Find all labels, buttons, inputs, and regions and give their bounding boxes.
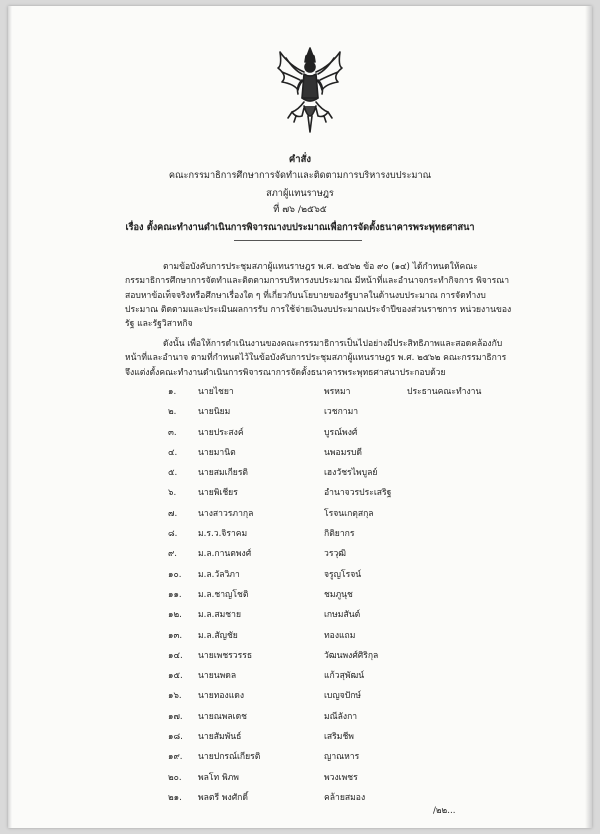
member-number: ๑๖. bbox=[168, 691, 182, 702]
member-first-name: พลโท พิภพ bbox=[198, 772, 239, 783]
member-number: ๘. bbox=[168, 529, 178, 540]
member-last-name: ชมภูนุช bbox=[324, 589, 353, 600]
member-first-name: ม.ร.ว.จิราคม bbox=[198, 529, 248, 540]
member-last-name: จรูญโรจน์ bbox=[324, 569, 362, 580]
member-number: ๑๙. bbox=[168, 752, 183, 763]
member-row bbox=[168, 445, 548, 465]
member-row bbox=[168, 506, 548, 526]
member-first-name: นายมานิต bbox=[198, 447, 236, 458]
member-row bbox=[168, 485, 548, 505]
member-first-name: พลตรี พงศักดิ์ bbox=[198, 792, 248, 803]
member-row bbox=[168, 465, 548, 485]
member-last-name: โรจนเกตุสกุล bbox=[324, 508, 374, 519]
member-row bbox=[168, 709, 548, 729]
member-last-name: เบญจปักษ์ bbox=[324, 691, 362, 702]
member-row bbox=[168, 404, 548, 424]
member-row bbox=[168, 587, 548, 607]
member-number: ๑. bbox=[168, 387, 177, 397]
member-number: ๑๗. bbox=[168, 711, 183, 722]
member-row bbox=[168, 749, 548, 769]
member-row bbox=[168, 546, 548, 566]
subject-divider bbox=[234, 240, 362, 241]
member-last-name: พรหมา bbox=[324, 387, 351, 397]
member-last-name: เสริมชีพ bbox=[324, 732, 354, 743]
member-first-name: ม.ล.ชาญโชติ bbox=[198, 589, 249, 600]
document-page bbox=[8, 6, 592, 828]
order-number: ที่ ๗๖ /๒๕๖๕ bbox=[273, 204, 327, 215]
member-number: ๑๘. bbox=[168, 732, 183, 743]
member-first-name: นายนพดล bbox=[198, 671, 237, 682]
member-first-name: ม.ล.สัญชัย bbox=[198, 630, 238, 641]
member-first-name: นายปกรณ์เกียรติ bbox=[198, 752, 261, 763]
member-last-name: วัฒนพงศ์ศิริกุล bbox=[324, 650, 379, 661]
member-number: ๒๐. bbox=[168, 772, 182, 783]
member-last-name: มณีลังกา bbox=[324, 711, 358, 722]
member-number: ๑๐. bbox=[168, 569, 182, 580]
member-first-name: ม.ล.วัลวิภา bbox=[198, 569, 240, 580]
member-number: ๑๔. bbox=[168, 650, 183, 661]
page-edge-shadow-left bbox=[8, 6, 12, 828]
member-last-name: เฮงวัชรไพบูลย์ bbox=[324, 468, 378, 479]
member-row bbox=[168, 729, 548, 749]
house-name: สภาผู้แทนราษฎร bbox=[266, 188, 334, 199]
member-last-name: กิติยากร bbox=[324, 529, 355, 540]
member-first-name: นายณพลเดช bbox=[198, 711, 247, 722]
member-last-name: ญาณหาร bbox=[324, 752, 360, 763]
member-number: ๒. bbox=[168, 407, 177, 418]
member-row bbox=[168, 770, 548, 790]
member-last-name: วรวุฒิ bbox=[324, 549, 347, 560]
member-row bbox=[168, 425, 548, 445]
paragraph-appointment: ดังนั้น เพื่อให้การดำเนินงานของคณะกรรมาธิการเป็นไปอย่างมีประสิทธิภาพและสอดคล้องกับหน้าที่และอำนาจ ตามที่กำหนดไว้ในข้อบังคับการประชุมสภาผู้แทนราษฎร พ.ศ. ๒๕๖๒ คณะกรรมาธิการจึงแต่งตั้งคณะทำงานดำเนินการพิจารณาการจัดตั้งธนาคารพระพุทธศาสนาประกอบด้วย bbox=[125, 339, 507, 378]
member-number: ๑๕. bbox=[168, 671, 183, 682]
member-last-name: ทองแถม bbox=[324, 630, 356, 641]
member-row bbox=[168, 688, 548, 708]
member-first-name: นางสาวรภากุล bbox=[198, 508, 254, 519]
member-number: ๔. bbox=[168, 447, 178, 458]
member-first-name: นายประสงค์ bbox=[198, 427, 244, 438]
member-number: ๒๑. bbox=[168, 792, 182, 803]
member-row bbox=[168, 668, 548, 688]
order-heading: คำสั่ง bbox=[288, 154, 312, 165]
committee-name: คณะกรรมาธิการศึกษาการจัดทำและติดตามการบริหารงบประมาณ bbox=[168, 170, 432, 181]
member-last-name: คล้ายสมอง bbox=[324, 792, 366, 803]
member-first-name: นายนิยม bbox=[198, 407, 231, 418]
member-row bbox=[168, 384, 548, 404]
member-row bbox=[168, 607, 548, 627]
member-last-name: บูรณ์พงศ์ bbox=[324, 427, 358, 438]
member-first-name: นายสัมพันธ์ bbox=[198, 732, 242, 743]
member-row bbox=[168, 628, 548, 648]
garuda-emblem-icon bbox=[274, 46, 346, 136]
member-row bbox=[168, 567, 548, 587]
member-roster bbox=[168, 384, 548, 810]
member-number: ๑๓. bbox=[168, 630, 183, 641]
member-number: ๕. bbox=[168, 468, 178, 479]
member-number: ๓. bbox=[168, 427, 177, 438]
paragraph-authority: ตามข้อบังคับการประชุมสภาผู้แทนราษฎร พ.ศ. ๒๕๖๒ ข้อ ๙๐ (๑๔) ได้กำหนดให้คณะกรรมาธิการศึกษาการจัดทำและติดตามการบริหารงบประมาณ มีหน้าที่และอำนาจกระทำกิจการ พิจารณาสอบหาข้อเท็จจริงหรือศึกษาเรื่องใด ๆ ที่เกี่ยวกับนโยบายของรัฐบาลในด้านงบประมาณ การจัดทำงบประมาณ ติดตามและประเมินผลการรับ การใช้จ่ายเงินงบประมาณประจำปีของส่วนราชการ หน่วยงานของรัฐ และรัฐวิสาหกิจ bbox=[125, 262, 512, 330]
member-last-name: อำนาจวรประเสริฐ bbox=[324, 488, 392, 499]
page-edge-shadow-right bbox=[585, 6, 592, 828]
member-first-name: ม.ล.สมชาย bbox=[198, 610, 241, 621]
member-last-name: แก้วสุพัฒน์ bbox=[324, 671, 365, 682]
member-first-name: นายเพชรวรรธ bbox=[198, 650, 253, 661]
member-last-name: เกษมสันต์ bbox=[324, 610, 361, 621]
member-number: ๖. bbox=[168, 488, 177, 499]
member-row bbox=[168, 790, 548, 810]
member-last-name: นพอมรบดี bbox=[324, 447, 363, 458]
member-number: ๑๒. bbox=[168, 610, 182, 621]
member-first-name: นายไชยา bbox=[198, 387, 234, 397]
member-first-name: ม.ล.กานตพงศ์ bbox=[198, 549, 252, 560]
member-first-name: นายทองแดง bbox=[198, 691, 245, 702]
order-subject: เรื่อง ตั้งคณะทำงานดำเนินการพิจารณางบประมาณเพื่อการจัดตั้งธนาคารพระพุทธศาสนา bbox=[125, 222, 475, 233]
member-last-name: พวงเพชร bbox=[324, 772, 358, 783]
member-row bbox=[168, 526, 548, 546]
member-number: ๗. bbox=[168, 508, 178, 519]
page-continuation: /๒๒... bbox=[433, 806, 456, 816]
member-last-name: เวชกามา bbox=[324, 407, 359, 418]
member-row bbox=[168, 648, 548, 668]
member-number: ๑๑. bbox=[168, 589, 182, 600]
member-first-name: นายพิเชียร bbox=[198, 488, 238, 499]
member-position: ประธานคณะทำงาน bbox=[407, 387, 482, 397]
member-number: ๙. bbox=[168, 549, 178, 560]
member-first-name: นายสมเกียรติ bbox=[198, 468, 249, 479]
